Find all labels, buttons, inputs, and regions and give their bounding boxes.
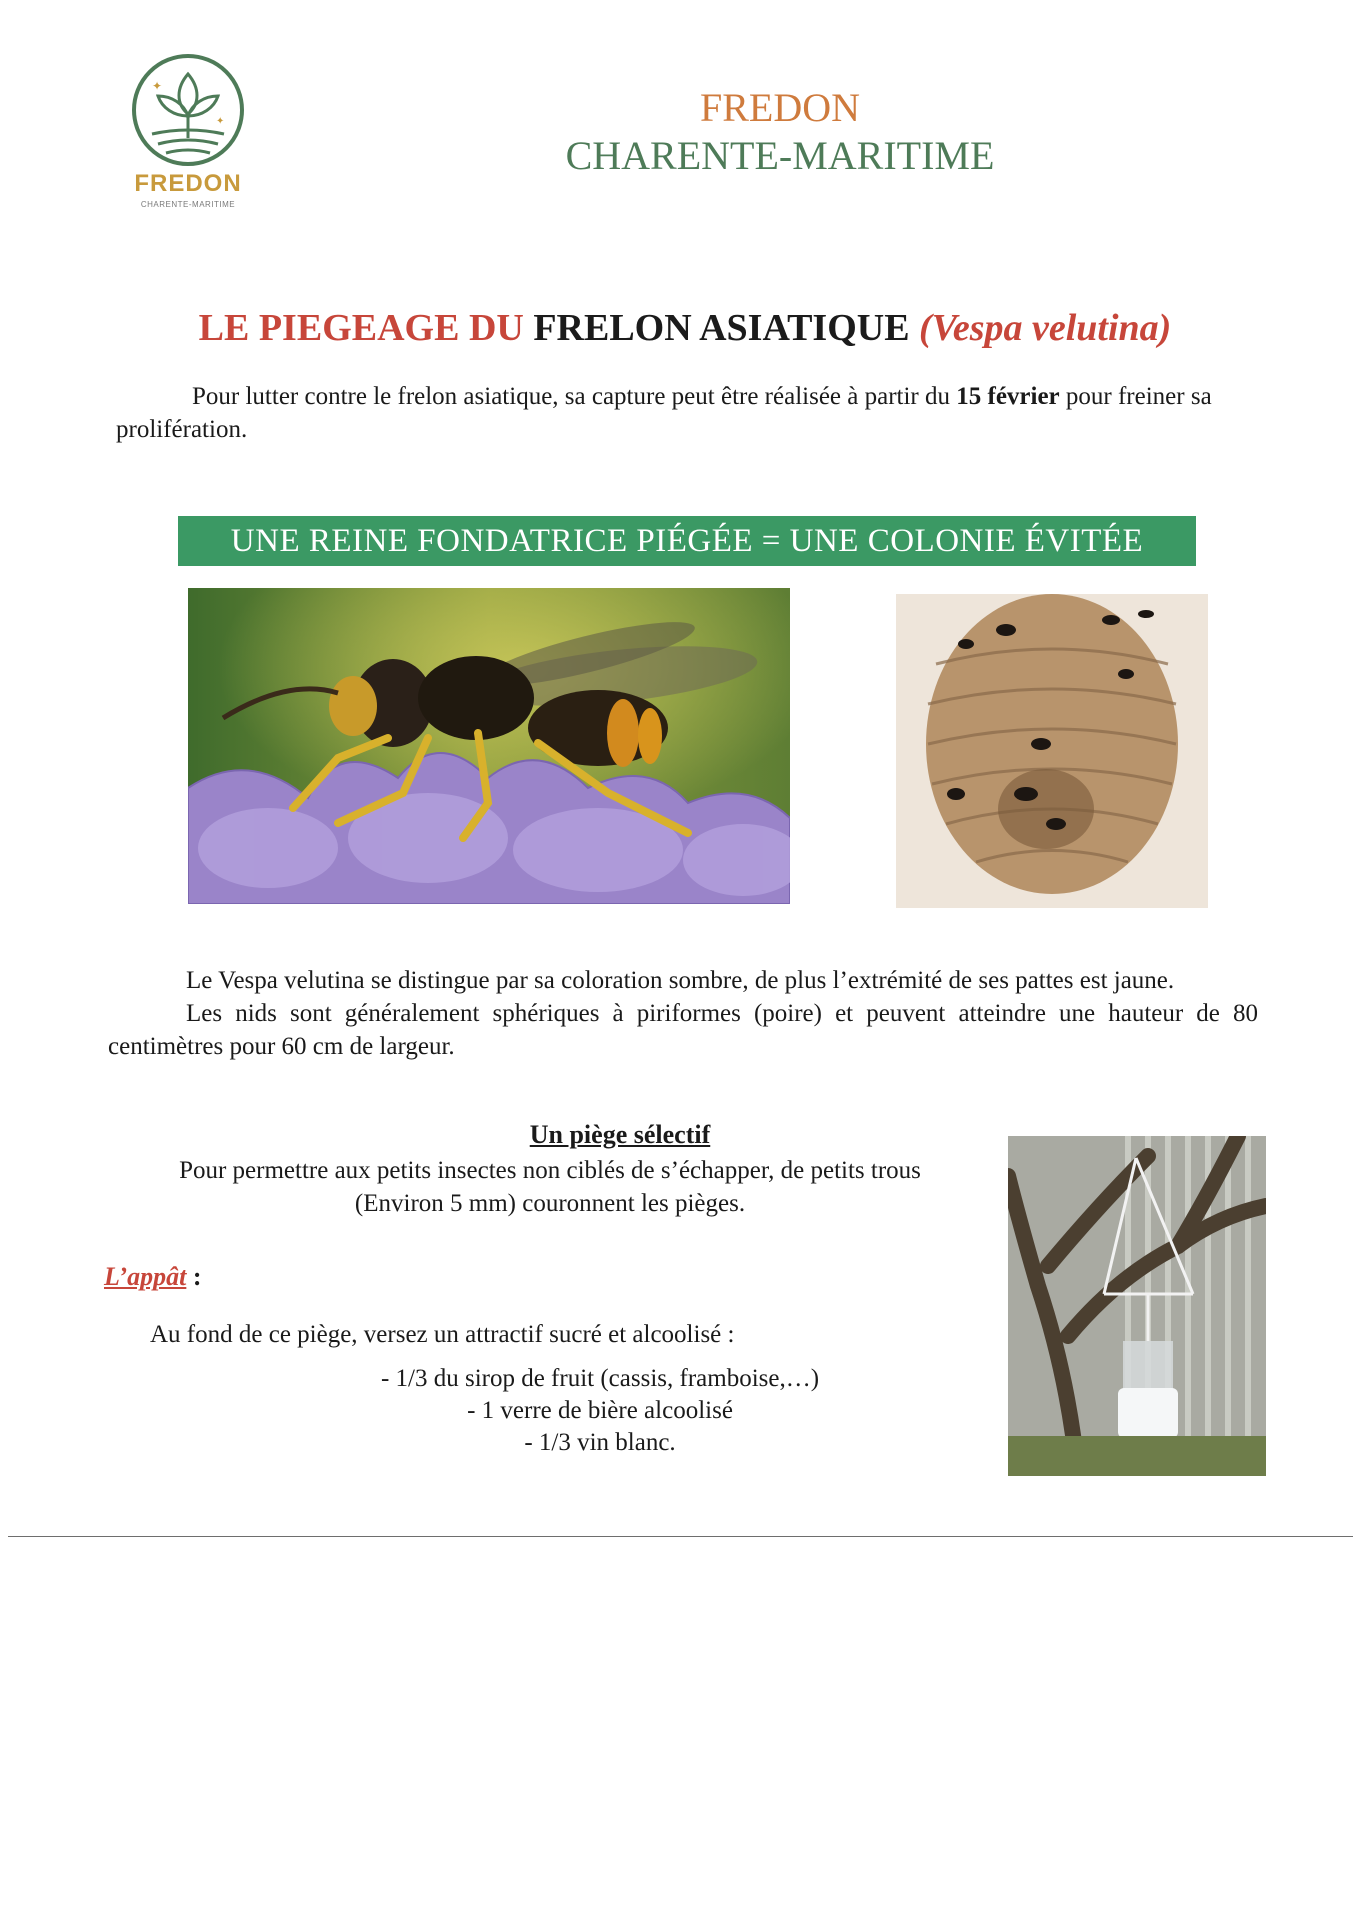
hornet-description — [108, 964, 1258, 1063]
page-divider — [8, 1536, 1353, 1537]
hornet-photo — [188, 588, 790, 904]
intro-paragraph — [116, 380, 1256, 446]
list-item: - 1/3 vin blanc. — [524, 1429, 676, 1456]
svg-text:✦: ✦ — [216, 116, 225, 127]
selective-trap-line-1: Pour permettre aux petits insectes non ciblés de s’échapper, de petits trous — [179, 1157, 921, 1184]
selective-trap-text — [140, 1154, 960, 1220]
list-item: - 1/3 du sirop de fruit (cassis, framboise,…) — [380, 1365, 820, 1392]
logo-wordmark: FREDON — [134, 170, 242, 197]
slogan-banner: UNE REINE FONDATRICE PIÉGÉE = UNE COLONIE ÉVITÉE — [178, 516, 1196, 566]
svg-text:✦: ✦ — [152, 79, 163, 93]
fredon-logo — [118, 52, 258, 222]
intro-text-before: Pour lutter contre le frelon asiatique, sa capture peut être réalisée à partir du — [192, 383, 957, 410]
title-scientific-name: (Vespa velutina) — [919, 307, 1172, 349]
leaf-logo-icon — [118, 52, 258, 170]
header-line-1: FREDON — [699, 85, 861, 130]
bait-intro: Au fond de ce piège, versez un attractif sucré et alcoolisé : — [150, 1321, 735, 1348]
bait-heading-colon: : — [186, 1262, 202, 1291]
selective-trap-line-2: (Environ 5 mm) couronnent les pièges. — [354, 1190, 746, 1217]
intro-text-after: pour freiner sa prolifération. — [116, 383, 1212, 443]
header-line-2: CHARENTE-MARITIME — [565, 133, 995, 178]
trap-photo — [1008, 1136, 1266, 1476]
selective-trap-heading: Un piège sélectif — [529, 1120, 711, 1149]
description-line-1: Le Vespa velutina se distingue par sa coloration sombre, de plus l’extrémité de ses pattes est jaune. — [186, 967, 1175, 994]
page-title — [110, 305, 1260, 351]
bait-heading — [104, 1262, 202, 1292]
list-item: - 1 verre de bière alcoolisé — [467, 1397, 733, 1424]
bait-heading-text: L’appât — [104, 1262, 187, 1291]
intro-date: 15 février — [956, 383, 1060, 410]
nest-photo — [896, 594, 1208, 908]
title-part-2: FRELON ASIATIQUE — [533, 307, 920, 349]
logo-subtitle: CHARENTE-MARITIME — [140, 200, 236, 209]
bait-list — [200, 1362, 1000, 1458]
title-part-1: LE PIEGEAGE DU — [198, 307, 534, 349]
description-line-2: Les nids sont généralement sphériques à piriformes (poire) et peuvent atteindre une hauteur de 80 centimètres pour 60 cm de largeur. — [108, 1000, 1258, 1060]
